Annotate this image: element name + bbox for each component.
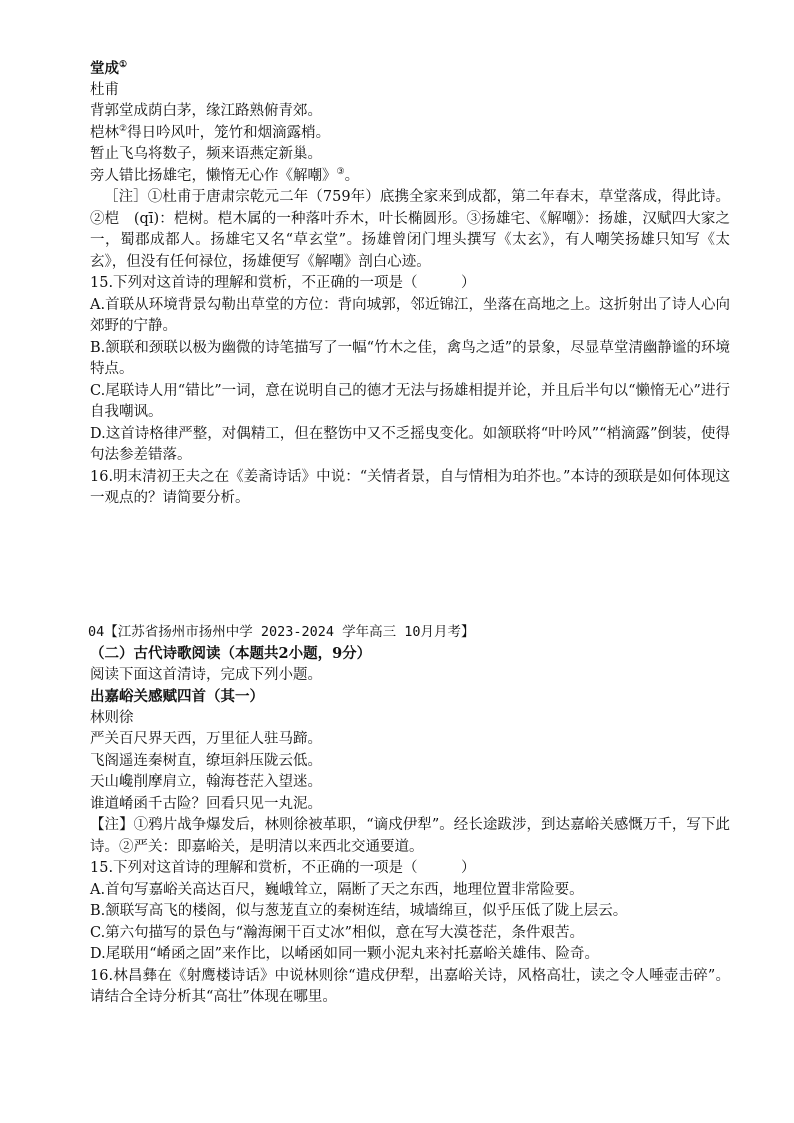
poem-title: 堂成①: [90, 60, 128, 77]
option-a: A.首句写嘉峪关高达百尺，巍峨耸立，隔断了天之东西，地理位置非常险要。: [90, 881, 584, 898]
instruction: 阅读下面这首清诗，完成下列小题。: [90, 666, 322, 683]
option-b: B.颔联和颈联以极为幽微的诗笔描写了一幅“竹木之佳，禽鸟之适”的景象，尽显草堂清幽静谧的环境特点。: [90, 339, 730, 377]
document-page: [90, 58, 730, 1009]
option-c: C.尾联诗人用“错比”一词，意在说明自己的德才无法与扬雄相提并论，并且后半句以“懒惰无心”进行自我嘲讽。: [90, 382, 730, 420]
poem-line: 背郭堂成荫白茅，缘江路熟俯青郊。: [90, 103, 322, 119]
poem-title: 出嘉峪关感赋四首（其一）: [90, 688, 264, 705]
poem-note: 【注】①鸦片战争爆发后，林则徐被革职，“谪戍伊犁”。经长途跋涉，到达嘉峪关感慨万千，写下此诗。②严关：即嘉峪关，是明清以来西北交通要道。: [90, 817, 730, 855]
poem-line: 天山巉削摩肩立，翰海苍茫入望迷。: [90, 774, 322, 790]
option-a: A.首联从环境背景勾勒出草堂的方位：背向城郭，邻近锦江，坐落在高地之上。这折射出了诗人心向郊野的宁静。: [90, 296, 730, 334]
question-15: 15.下列对这首诗的理解和赏析，不正确的一项是（ ）: [90, 275, 476, 291]
option-b: B.颔联写高飞的楼阁，似与葱茏直立的秦树连结，城墙绵亘，似乎压低了陇上层云。: [90, 903, 628, 919]
option-d: D.尾联用“崤函之固”来作比，以崤函如同一颗小泥丸来衬托嘉峪关雄伟、险奇。: [90, 946, 600, 962]
section-heading: （二）古代诗歌阅读（本题共2小题，9分）: [90, 645, 372, 662]
poem-author: 林则徐: [90, 709, 134, 726]
poem-line: 桤林②得日吟风叶，笼竹和烟滴露梢。: [90, 123, 331, 141]
poem-line: 飞阁遥连秦树直，缭垣斜压陇云低。: [90, 752, 322, 769]
poem-line: 旁人错比扬雄宅，懒惰无心作《解嘲》③。: [90, 166, 360, 184]
question-15: 15.下列对这首诗的理解和赏析，不正确的一项是（ ）: [90, 860, 476, 876]
poem-line: 严关百尺界天西，万里征人驻马蹄。: [90, 731, 322, 747]
poem-line: 暂止飞乌将数子，频来语燕定新巢。: [90, 146, 322, 162]
option-d: D.这首诗格律严整，对偶精工，但在整饬中又不乏摇曳变化。如颔联将“叶吟风”“梢滴露”倒装，使得句法参差错落。: [90, 425, 730, 463]
option-c: C.第六句描写的景色与“瀚海阑干百丈冰”相似，意在写大漠苍茫，条件艰苦。: [90, 924, 585, 941]
poem-line: 谁道崤函千古险？回看只见一丸泥。: [90, 795, 322, 812]
source-label: 04【江苏省扬州市扬州中学 2023-2024 学年高三 10月月考】: [88, 623, 475, 640]
poem-note: ［注］①杜甫于唐肃宗乾元二年（759年）底携全家来到成都，第二年春末，草堂落成，得此诗。②桤 (qī)：桤树。桤木属的一种落叶乔木，叶长椭圆形。③扬雄宅、《解嘲》：扬雄，汉赋四大家之一，蜀郡成都人。扬雄宅又名“草玄堂”。扬雄曾闭门埋头撰写《太玄》，有人嘲笑扬雄只知写《太玄》，但没有任何禄位，扬雄便写《解嘲》剖白心迹。: [90, 189, 730, 270]
question-16: 16.林昌彝在《射鹰楼诗话》中说林则徐“遣戍伊犁，出嘉峪关诗，风格高壮，读之令人唾壶击碎”。请结合全诗分析其“高壮”体现在哪里。: [90, 967, 730, 1005]
poem-author: 杜甫: [90, 81, 119, 98]
question-16: 16.明末清初王夫之在《姜斋诗话》中说：“关情者景，自与情相为珀芥也。”本诗的颈联是如何体现这一观点的？请简要分析。: [90, 468, 730, 506]
answer-space: [90, 510, 730, 622]
